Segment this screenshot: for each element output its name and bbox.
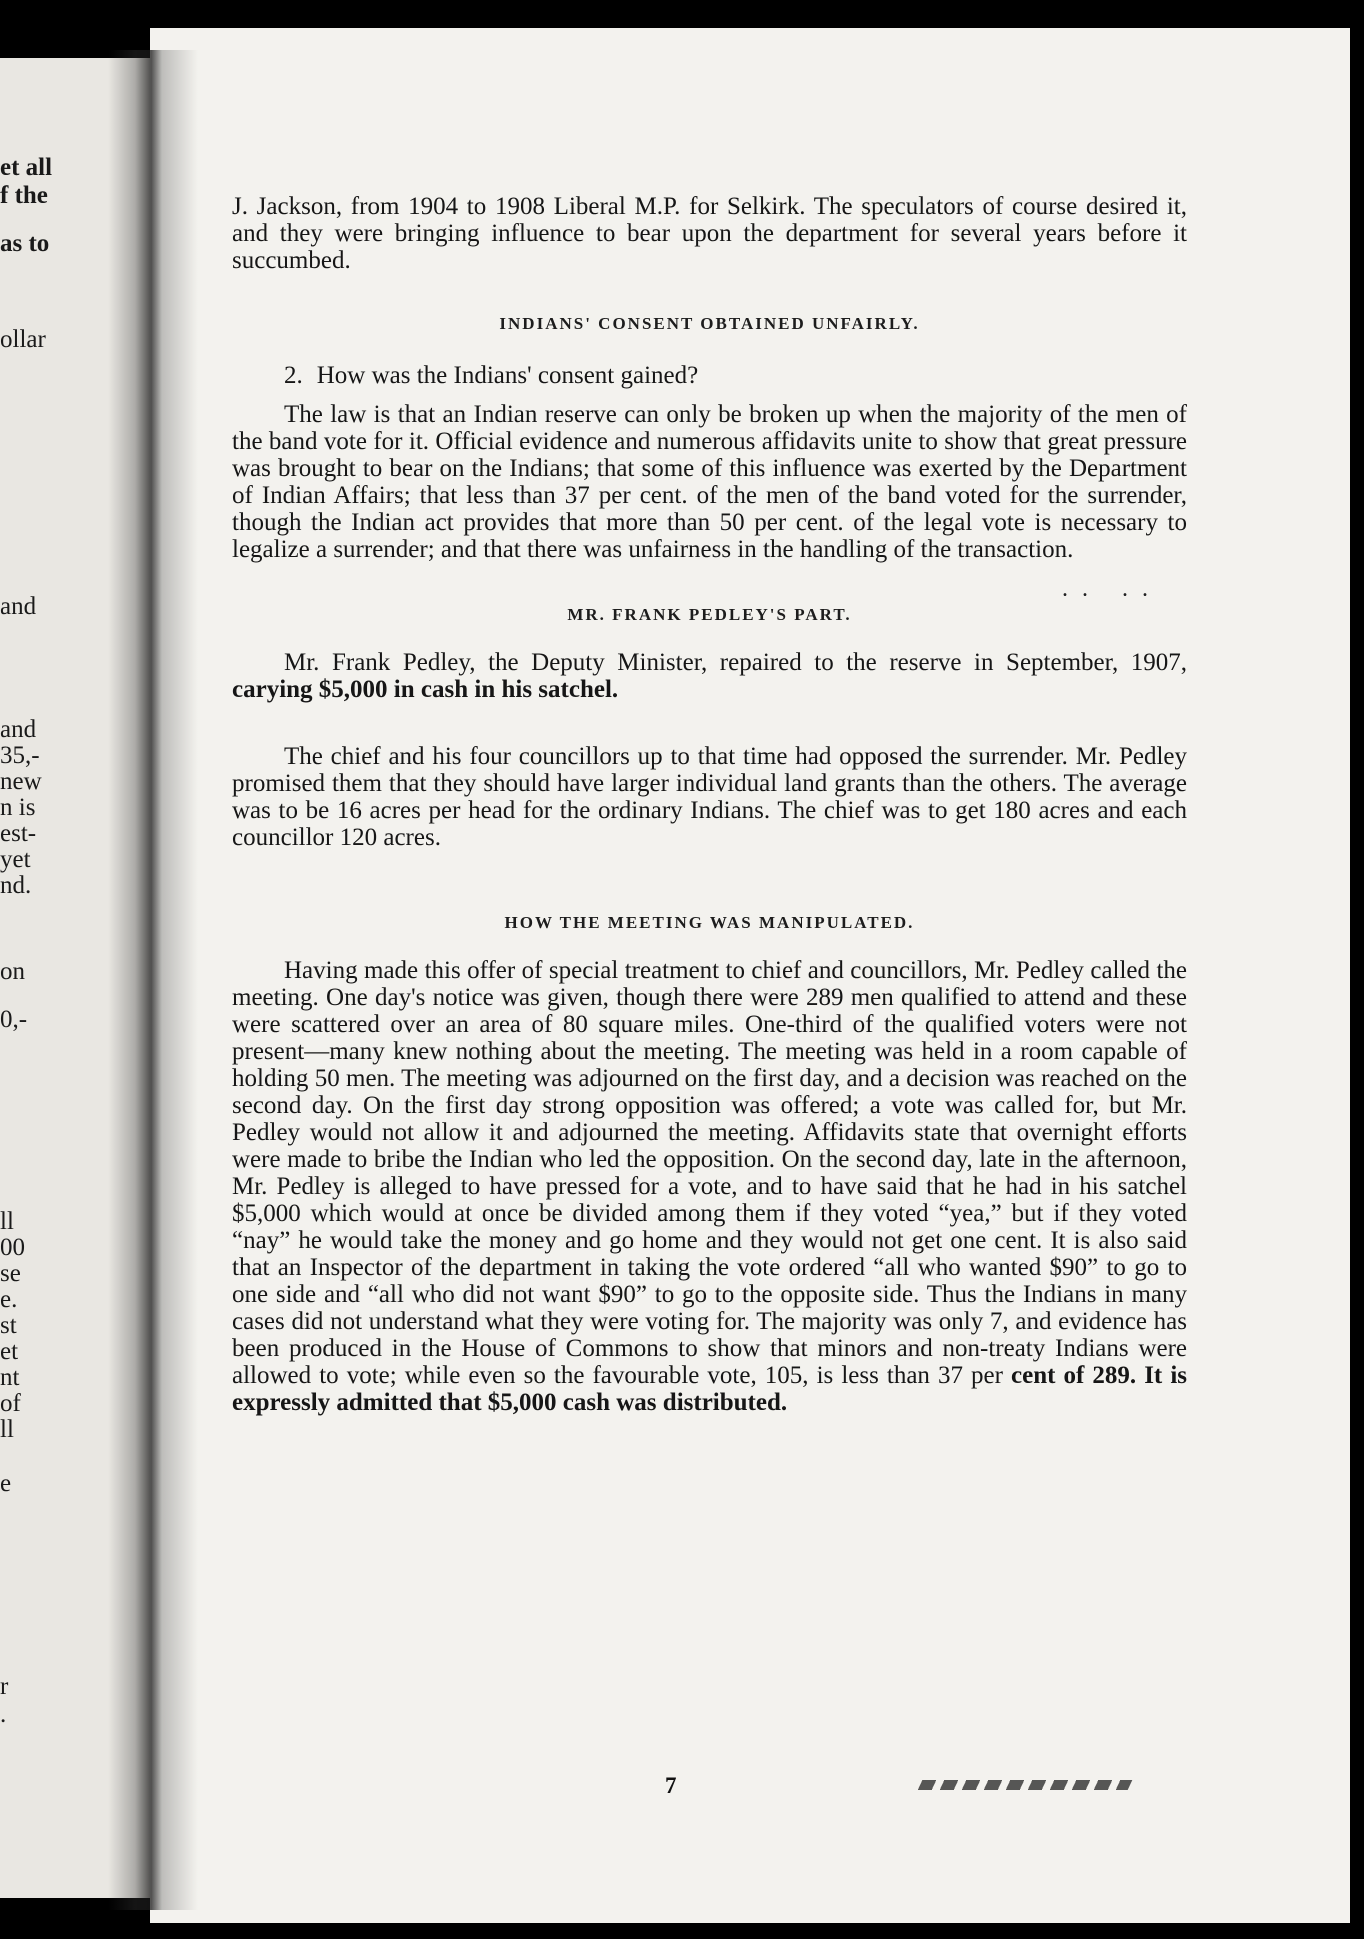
pedley-paragraph: Mr. Frank Pedley, the Deputy Minister, repaired to the reserve in September, 1907, carying $5,000 in cash in his satchel. (232, 649, 1187, 703)
left-page-fragment: ll (0, 1208, 14, 1235)
left-page-fragment: as to (0, 230, 50, 257)
consent-paragraph: The law is that an Indian reserve can only be broken up when the majority of the men of the band vote for it. Official evidence and numerous affidavits unite to show that great pressure was brought to bear on the Indians; that some of this influence was exerted by the Department of Indian Affairs; that less than 37 per cent. of the men of the band voted for the surrender, though the Indian act provides that more than 50 per cent. of the legal vote is necessary to legalize a surrender; and that there was unfairness in the handling of the transaction. (232, 401, 1187, 563)
left-page-fragment: et all (0, 154, 53, 181)
left-page-fragment: 00 (0, 1234, 25, 1261)
stray-marks: .. .. (1062, 576, 1162, 602)
left-page-fragment: on (0, 958, 25, 985)
section-heading: MR. FRANK PEDLEY'S PART. (567, 605, 852, 624)
left-page-fragment: 35,- (0, 742, 40, 769)
left-page-fragment: . (0, 1701, 7, 1728)
left-page-fragment: est- (0, 820, 37, 847)
left-page-fragment: r (0, 1673, 9, 1700)
left-page-fragment: and (0, 593, 37, 620)
councillors-paragraph: The chief and his four councillors up to that time had opposed the surrender. Mr. Pedley promised them that they should have larger individual land grants than the others. The average was to be 16 acres per head for the ordinary Indians. The chief was to get 180 acres and each councillor 120 acres. (232, 743, 1187, 851)
left-page-fragment: et (0, 1338, 19, 1365)
left-page-fragment: f the (0, 182, 48, 209)
question-number: 2. (284, 362, 303, 389)
left-page-fragment: ll (0, 1416, 14, 1443)
left-page-fragment: yet (0, 846, 31, 873)
question (232, 362, 1187, 389)
left-page-fragment: 0,- (0, 1006, 28, 1033)
left-page-fragment: e (0, 1470, 12, 1497)
left-page-fragment: st (0, 1312, 17, 1339)
section-heading: HOW THE MEETING WAS MANIPULATED. (504, 913, 915, 932)
cash-emphasis: cent of 289. It is expressly admitted that $5,000 cash was distributed. (232, 1362, 1187, 1416)
left-page-fragment: new (0, 768, 42, 795)
left-page-fragment: of (0, 1390, 21, 1417)
left-page-fragment: and (0, 716, 37, 743)
intro-paragraph: J. Jackson, from 1904 to 1908 Liberal M.P. for Selkirk. The speculators of course desired it, and they were bringing influence to bear upon the department for several years before it succumbed. (232, 193, 1187, 274)
question-text: How was the Indians' consent gained? (316, 362, 699, 389)
left-page-fragment: se (0, 1260, 21, 1287)
previous-page-edge (0, 58, 150, 1898)
left-page-fragment: nt (0, 1364, 20, 1391)
left-page-fragment: ollar (0, 326, 46, 353)
page (150, 28, 1350, 1923)
section-heading: INDIANS' CONSENT OBTAINED UNFAIRLY. (499, 314, 920, 333)
left-page-fragment: nd. (0, 872, 32, 899)
left-page-fragment: e. (0, 1286, 18, 1313)
meeting-paragraph: Having made this offer of special treatment to chief and councillors, Mr. Pedley called the meeting. One day's notice was given, though there were 289 men qualified to attend and these were scattered over an area of 80 square miles. One-third of the qualified voters were not present—many knew nothing about the meeting. The meeting was held in a room capable of holding 50 men. The meeting was adjourned on the first day, and a decision was reached on the second day. On the first day strong opposition was offered; a vote was called for, but Mr. Pedley would not allow it and adjourned the meeting. Affidavits state that overnight efforts were made to bribe the Indian who led the opposition. On the second day, late in the afternoon, Mr. Pedley is alleged to have pressed for a vote, and to have said that he had in his satchel $5,000 which would at once be divided among them if they voted “yea,” but if they voted “nay” he would take the money and go home and they would not get one cent. It is also said that an Inspector of the department in taking the vote ordered “all who wanted $90” to go to one side and “all who did not want $90” to go to the opposite side. Thus the Indians in many cases did not understand what they were voting for. The majority was only 7, and evidence has been produced in the House of Commons to show that minors and non-treaty Indians were allowed to vote; while even so the favourable vote, 105, is less than 37 per cent of 289. It is expressly admitted that $5,000 cash was distributed. (232, 957, 1187, 1416)
page-body (232, 193, 1187, 1416)
print-smudge (918, 1780, 1133, 1790)
page-number: 7 (665, 1773, 677, 1798)
satchel-emphasis: carying $5,000 in cash in his satchel. (232, 676, 619, 703)
left-page-fragment: n is (0, 794, 36, 821)
